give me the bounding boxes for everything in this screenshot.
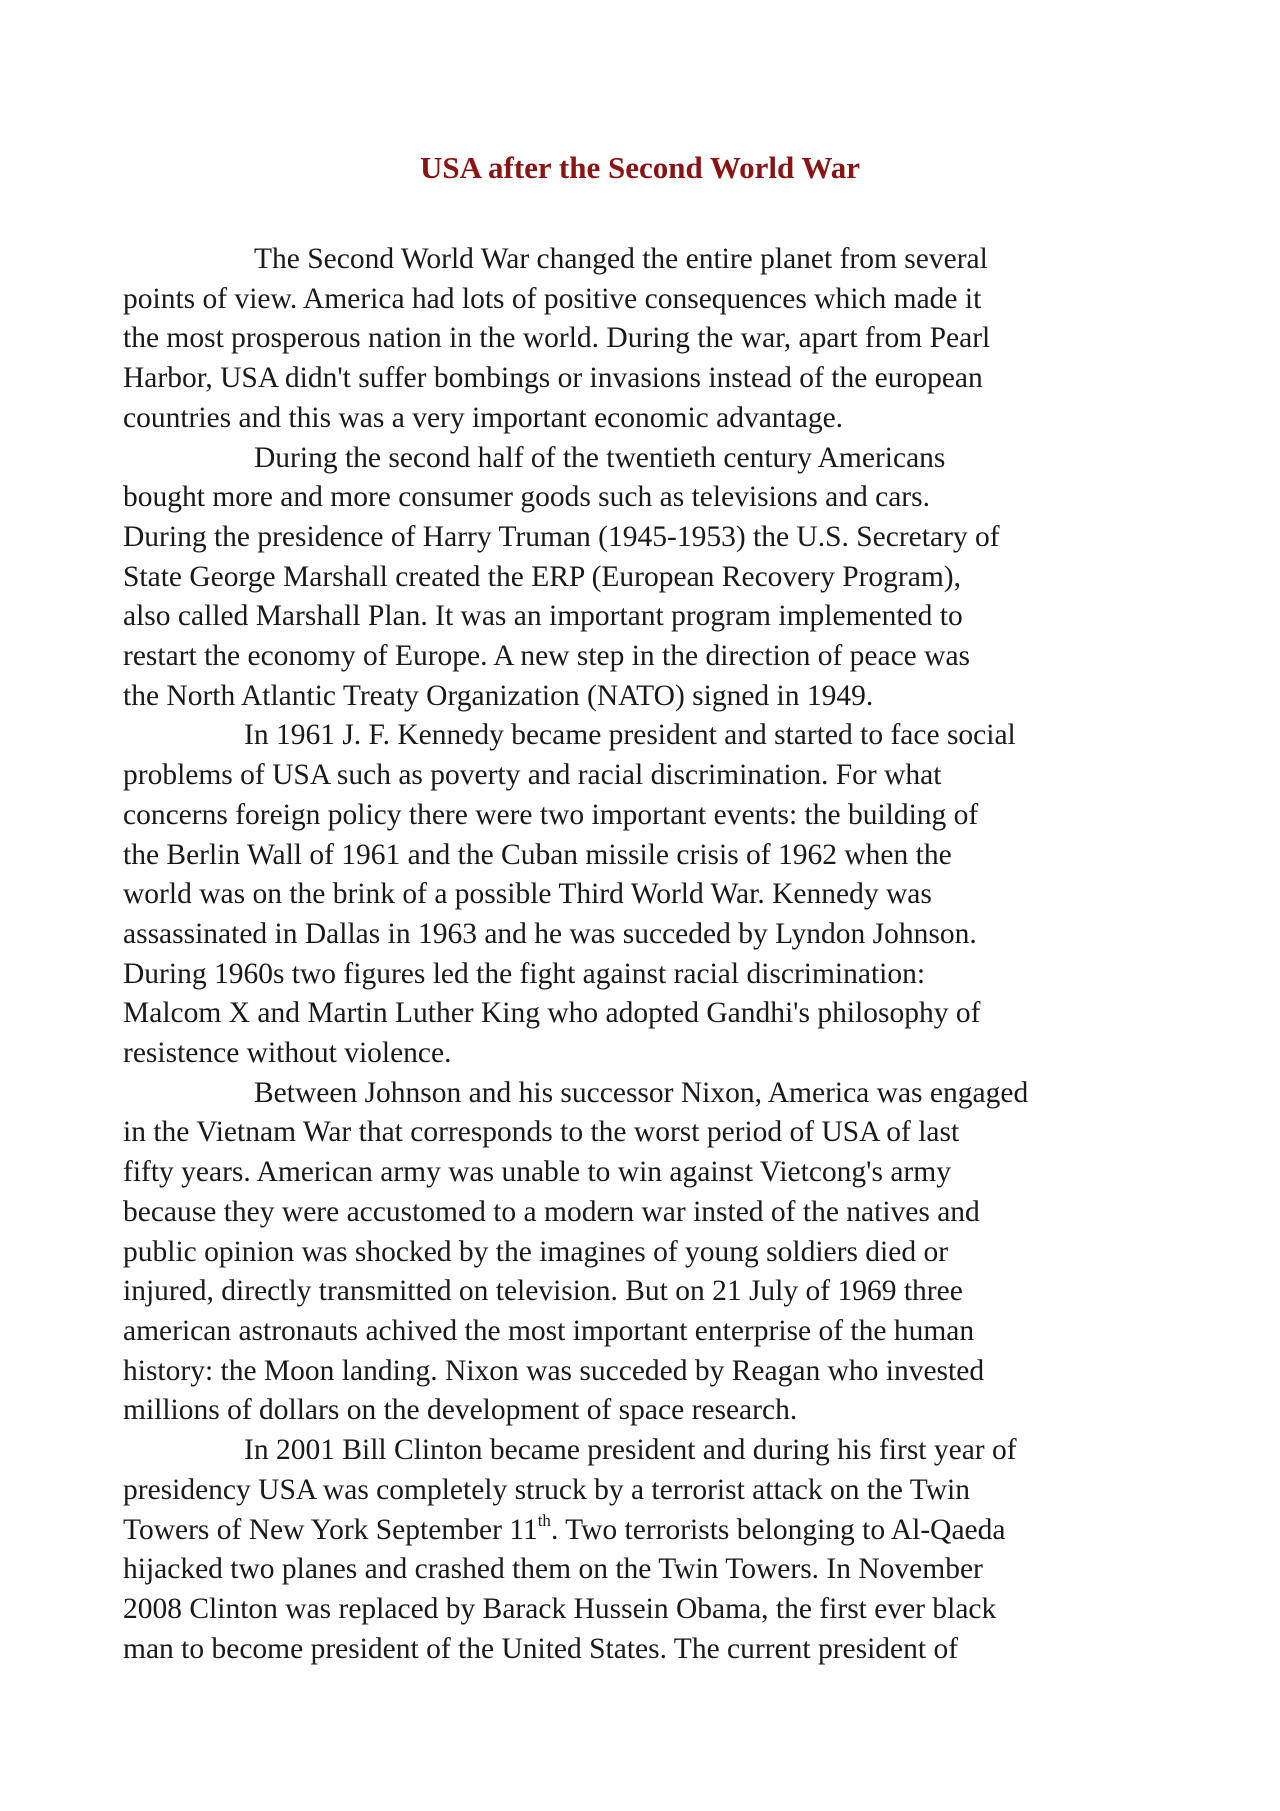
text-line: public opinion was shocked by the imagines of young soldiers died or: [123, 1235, 949, 1268]
text-line: In 1961 J. F. Kennedy became president and started to face social: [244, 719, 1016, 752]
text-line-with-superscript: [123, 1511, 1163, 1551]
paragraph-4: [123, 1074, 1163, 1431]
text-segment: . Two terrorists belonging to Al-Qaeda: [550, 1513, 1006, 1546]
text-line: State George Marshall created the ERP (European Recovery Program),: [123, 560, 961, 593]
document-body: [123, 240, 1163, 1669]
paragraph-3: [123, 716, 1163, 1073]
text-line: injured, directly transmitted on television. But on 21 July of 1969 three: [123, 1275, 963, 1308]
text-segment: Towers of New York September 11: [123, 1513, 538, 1546]
text-line: During the presidence of Harry Truman (1945-1953) the U.S. Secretary of: [123, 520, 1000, 553]
text-line: world was on the brink of a possible Third World War. Kennedy was: [123, 878, 932, 911]
text-line: concerns foreign policy there were two important events: the building of: [123, 798, 979, 831]
document-title: USA after the Second World War: [419, 150, 861, 185]
text-line: hijacked two planes and crashed them on the Twin Towers. In November: [123, 1553, 983, 1586]
text-line: because they were accustomed to a modern war insted of the natives and: [123, 1195, 980, 1228]
text-line: 2008 Clinton was replaced by Barack Hussein Obama, the first ever black: [123, 1592, 997, 1625]
paragraph-1: [123, 240, 1163, 439]
text-line: in the Vietnam War that corresponds to the worst period of USA of last: [123, 1116, 960, 1149]
text-line: During 1960s two figures led the fight against racial discrimination:: [123, 957, 926, 990]
text-line: the North Atlantic Treaty Organization (NATO) signed in 1949.: [123, 679, 874, 712]
text-line: the most prosperous nation in the world. During the war, apart from Pearl: [123, 322, 991, 355]
text-line: history: the Moon landing. Nixon was succeded by Reagan who invested: [123, 1354, 985, 1387]
text-line: the Berlin Wall of 1961 and the Cuban missile crisis of 1962 when the: [123, 838, 952, 871]
text-line: man to become president of the United States. The current president of: [123, 1632, 959, 1665]
text-line: The Second World War changed the entire planet from several: [254, 243, 988, 275]
text-line: restart the economy of Europe. A new step in the direction of peace was: [123, 640, 971, 673]
text-line: Between Johnson and his successor Nixon, America was engaged: [254, 1076, 1029, 1109]
text-line: resistence without violence.: [123, 1037, 452, 1070]
text-line: During the second half of the twentieth century Americans: [254, 441, 946, 474]
text-line: countries and this was a very important economic advantage.: [123, 401, 844, 434]
ordinal-superscript: th: [537, 1510, 551, 1530]
text-line: also called Marshall Plan. It was an important program implemented to: [123, 600, 963, 633]
text-line: presidency USA was completely struck by a terrorist attack on the Twin: [123, 1473, 970, 1506]
text-line: In 2001 Bill Clinton became president and during his first year of: [244, 1434, 1017, 1467]
text-line: fifty years. American army was unable to win against Vietcong's army: [123, 1156, 951, 1189]
text-line: Malcom X and Martin Luther King who adopted Gandhi's philosophy of: [123, 997, 981, 1030]
text-line: millions of dollars on the development of space research.: [123, 1394, 798, 1427]
text-line: assassinated in Dallas in 1963 and he was succeded by Lyndon Johnson.: [123, 917, 977, 950]
text-line: points of view. America had lots of positive consequences which made it: [123, 282, 982, 315]
text-line: bought more and more consumer goods such as televisions and cars.: [123, 481, 930, 514]
text-line: american astronauts achived the most important enterprise of the human: [123, 1314, 975, 1347]
paragraph-2: [123, 439, 1163, 717]
paragraph-5: [123, 1431, 1163, 1669]
text-line: Harbor, USA didn't suffer bombings or invasions instead of the european: [123, 362, 983, 395]
text-line: problems of USA such as poverty and racial discrimination. For what: [123, 759, 942, 792]
